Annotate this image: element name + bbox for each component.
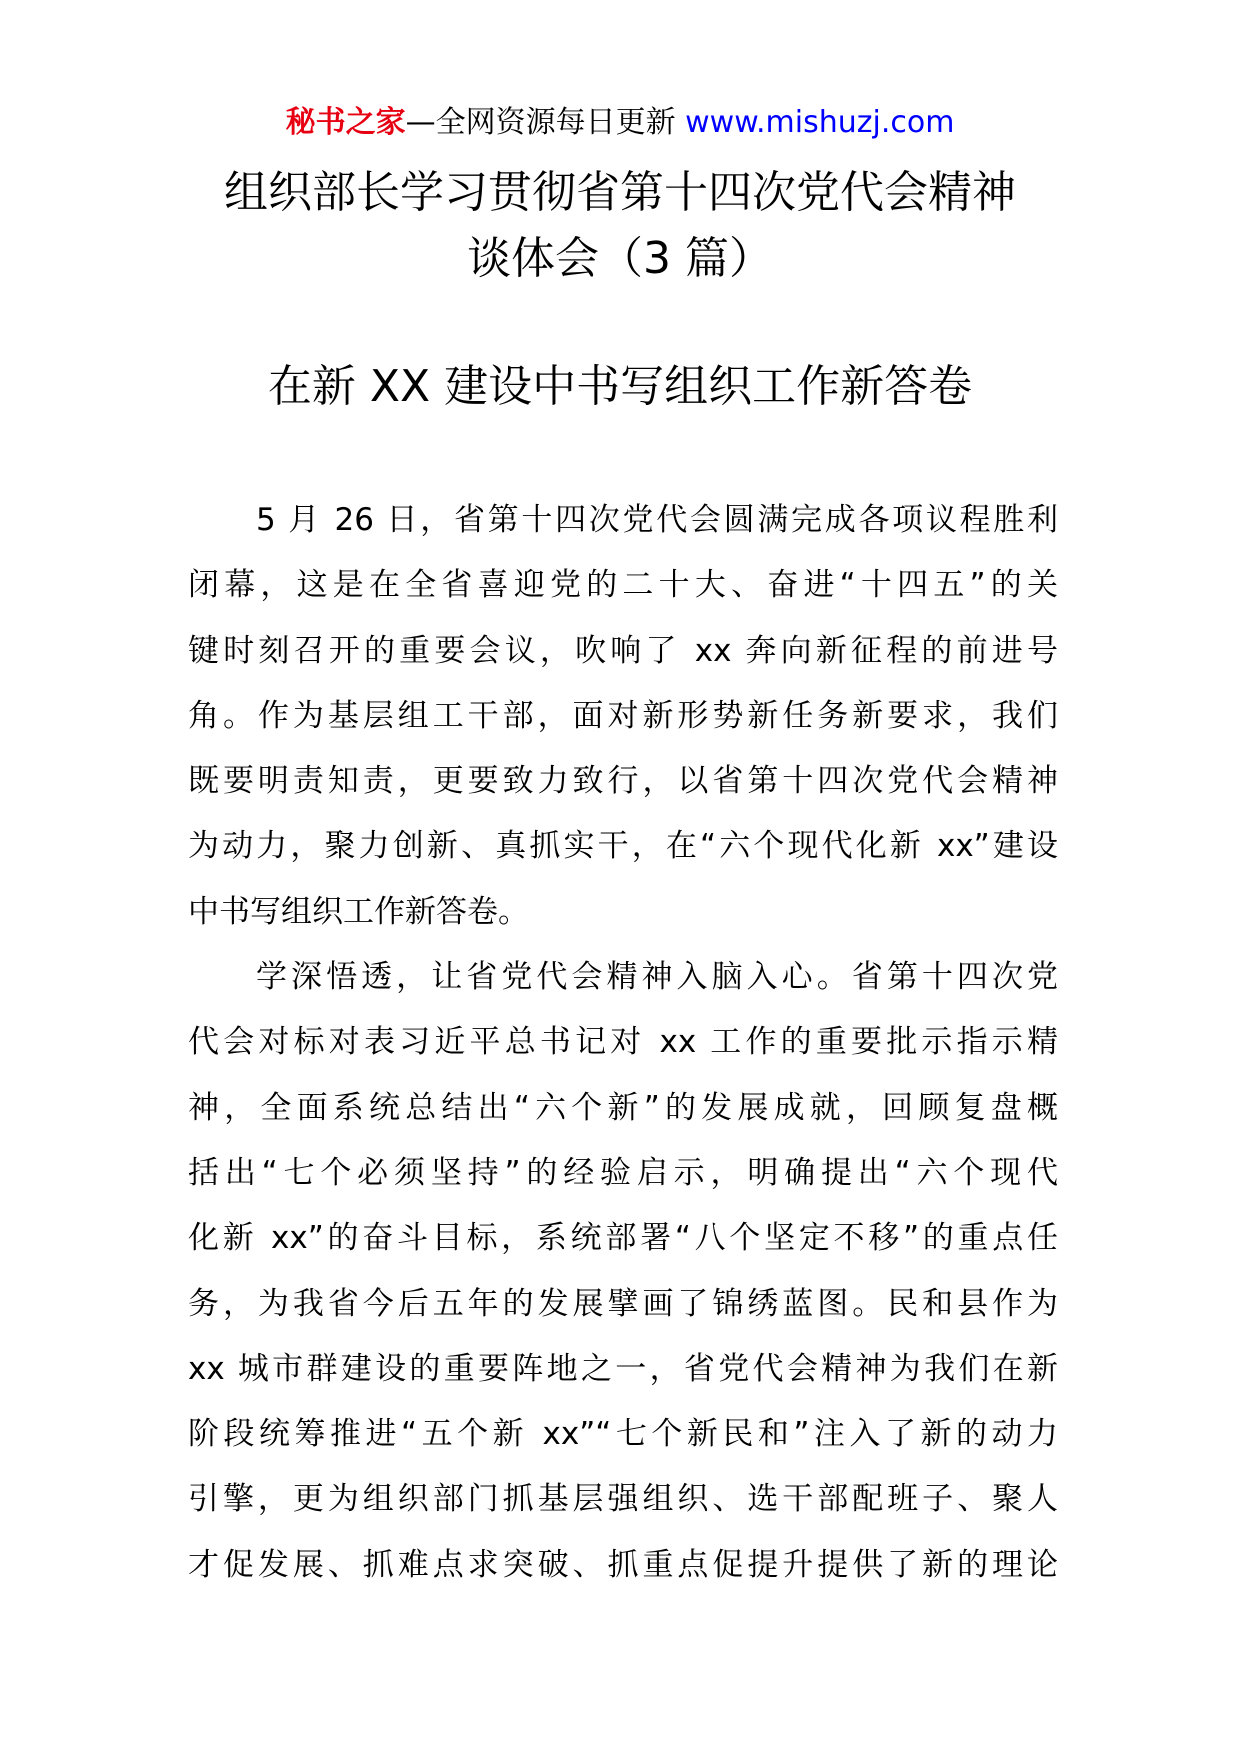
body-line: 神，全面系统总结出“六个新”的发展成就，回顾复盘概 [188,1089,1058,1126]
body-line: xx 城市群建设的重要阵地之一，省党代会精神为我们在新 [188,1350,1058,1387]
site-header [0,100,1240,146]
body-line: 代会对标对表习近平总书记对 xx 工作的重要批示指示精 [188,1024,1058,1061]
body-line: 键时刻召开的重要会议，吹响了 xx 奔向新征程的前进号 [188,632,1058,669]
body-line: 为动力，聚力创新、真抓实干，在“六个现代化新 xx”建设 [188,828,1058,865]
article-title: 在新 XX 建设中书写组织工作新答卷 [267,361,973,412]
body-line: 5 月 26 日，省第十四次党代会圆满完成各项议程胜利 [256,502,1058,538]
site-tagline: —全网资源每日更新 [405,105,676,140]
document-title-line-1: 组织部长学习贯彻省第十四次党代会精神 [224,167,1016,218]
body-line: 务，为我省今后五年的发展擘画了锦绣蓝图。民和县作为 [188,1285,1058,1322]
body-line: 阶段统筹推进“五个新 xx”“七个新民和”注入了新的动力 [188,1416,1058,1453]
document-title-line-2: 谈体会（3 篇） [467,233,773,284]
document-title [150,160,1090,292]
body-line: 学深悟透，让省党代会精神入脑入心。省第十四次党 [256,959,1058,996]
body-line: 角。作为基层组工干部，面对新形势新任务新要求，我们 [188,697,1058,734]
site-url-link[interactable]: www.mishuzj.com [685,105,955,140]
body-line: 闭幕，这是在全省喜迎党的二十大、奋进“十四五”的关 [188,567,1058,604]
body-line: 引擎，更为组织部门抓基层强组织、选干部配班子、聚人 [188,1481,1058,1518]
body-line: 既要明责知责，更要致力致行，以省第十四次党代会精神 [188,763,1058,800]
article-body [188,488,1058,1598]
body-line: 才促发展、抓难点求突破、抓重点促提升提供了新的理论 [188,1546,1058,1583]
body-line: 括出“七个必须坚持”的经验启示，明确提出“六个现代 [188,1154,1058,1191]
body-line: 中书写组织工作新答卷。 [188,893,529,930]
body-line: 化新 xx”的奋斗目标，系统部署“八个坚定不移”的重点任 [188,1220,1058,1257]
site-name: 秘书之家 [285,105,406,140]
